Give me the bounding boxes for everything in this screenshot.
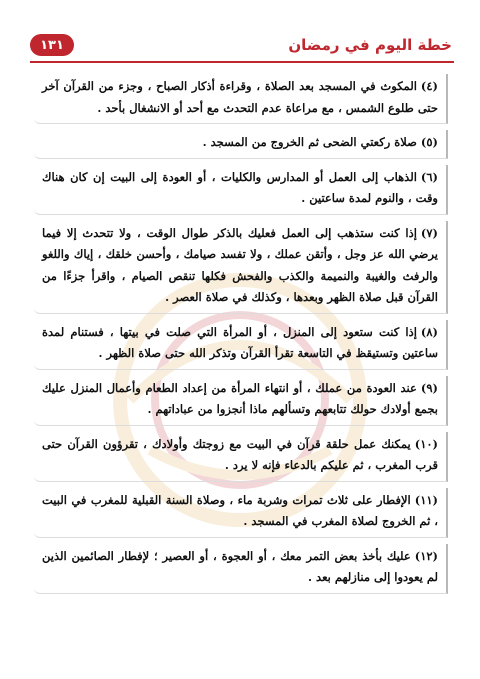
item-number: (١٢) [414,548,438,563]
paragraph-item [34,432,448,482]
paragraph-item [34,488,448,538]
item-number: (٥) [420,135,438,149]
header-rule [30,61,454,63]
paragraph-item [34,74,448,124]
item-number: (٩) [420,380,438,395]
paragraph-item [34,544,448,594]
paragraph-item [34,130,448,159]
item-number: (١٠) [414,436,438,451]
item-text: صلاة ركعتي الضحى ثم الخروج من المسجد . [202,135,417,149]
item-text: عليك بأخذ بعض التمر معك ، أو العجوة ، أو العصير ؛ لإفطار الصائمين الذين لم يعودوا إلى منازلهم بعد . [42,548,438,584]
item-text: الذهاب إلى العمل أو المدارس والكليات ، أو العودة إلى البيت إن كان هناك وقت ، والنوم لمدة ساعتين . [42,169,438,205]
item-text: إذا كنت ستعود إلى المنزل ، أو المرأة التي صلت في بيتها ، فستنام لمدة ساعتين وتستيقظ في التاسعة تقرأ القرآن وتذكر الله حتى صلاة الظهر . [42,324,438,360]
item-text: عند العودة من عملك ، أو انتهاء المرأة من إعداد الطعام وأعمال المنزل عليك بجمع أولادك حولك تتابعهم وتسألهم ماذا أنجزوا من عباداتهم . [42,380,438,416]
item-text: المكوث في المسجد بعد الصلاة ، وقراءة أذكار الصباح ، وجزء من القرآن آخر حتى طلوع الشمس ، مع مراعاة عدم التحدث مع أحد أو الانشغال بأحد . [42,79,438,115]
document-body [34,74,448,600]
item-number: (٨) [420,324,438,339]
page-header [30,34,454,66]
paragraph-item [34,320,448,370]
paragraph-item [34,165,448,215]
page-title: خطة اليوم في رمضان [288,36,452,54]
item-number: (٧) [420,225,438,240]
item-text: إذا كنت ستذهب إلى العمل فعليك بالذكر طوال الوقت ، ولا تتحدث إلا فيما يرضي الله عز وجل ، وأتقن عملك ، ولا تفسد صيامك ، وأحسن خلقك ، إياك واللغو والرفث والغيبة والنميمة والكذب والفحش فكلها تنقص الصيام ، واقرأ جزءًا من القرآن قبل صلاة الظهر وبعدها ، وكذلك في صلاة العصر . [42,225,438,304]
item-number: (١١) [414,492,438,507]
item-number: (٦) [420,169,438,184]
paragraph-item [34,221,448,314]
item-text: الإفطار على ثلاث تمرات وشربة ماء ، وصلاة السنة القبلية للمغرب في البيت ، ثم الخروج لصلاة المغرب في المسجد . [42,492,438,528]
item-number: (٤) [420,79,438,93]
page-number-badge: ١٣١ [30,34,74,56]
item-text: يمكنك عمل حلقة قرآن في البيت مع زوجتك وأولادك ، تقرؤون القرآن حتى قرب المغرب ، ثم عليكم بالدعاء فإنه لا يرد . [42,436,438,472]
paragraph-item [34,376,448,426]
